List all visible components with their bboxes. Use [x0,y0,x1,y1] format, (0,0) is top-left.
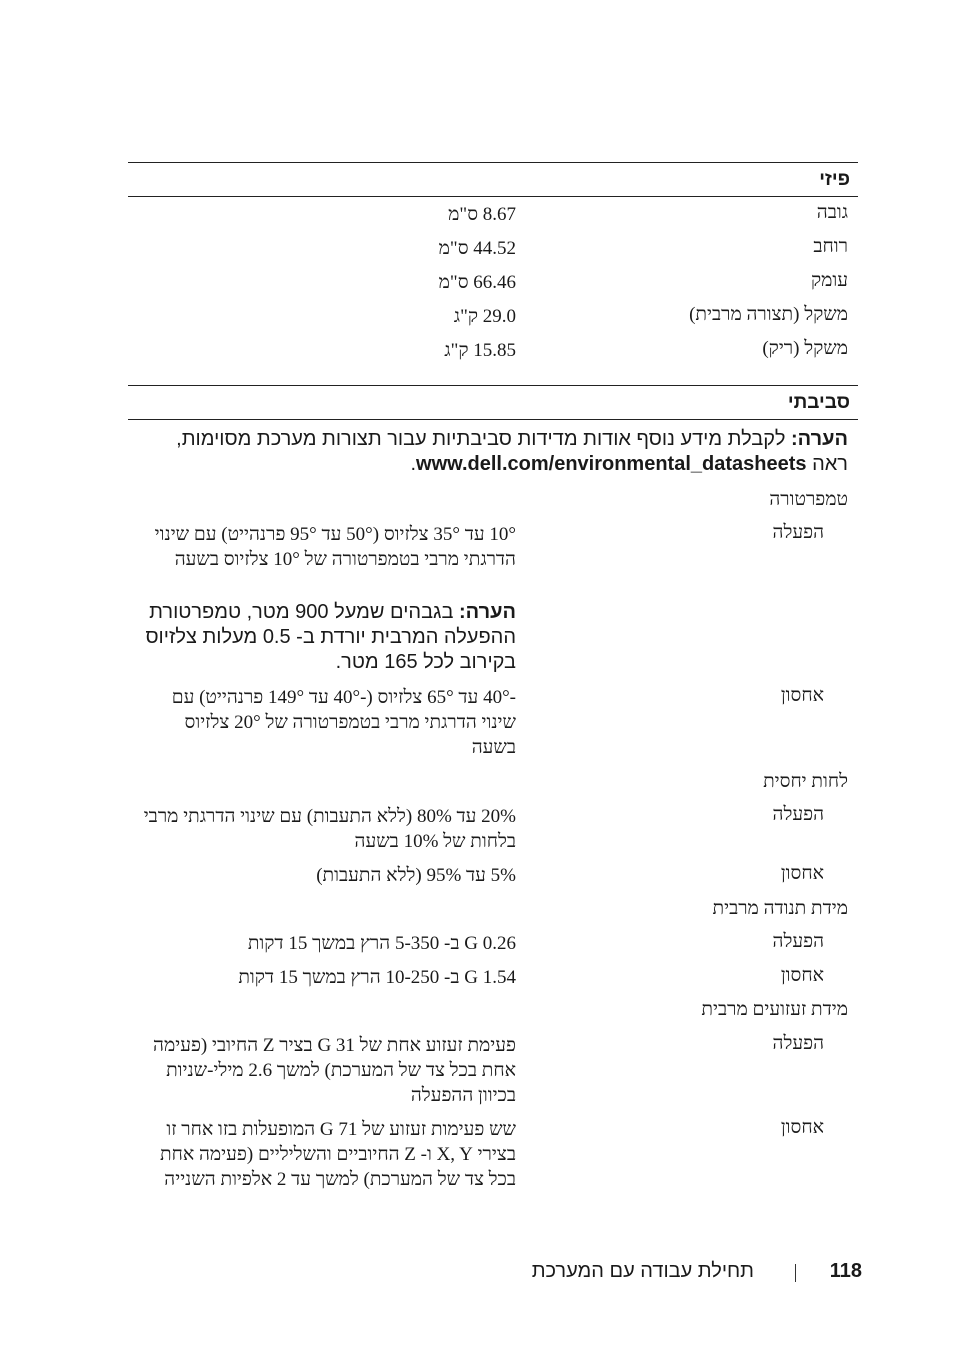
spec-value: 29.0 ק"ג [453,306,516,327]
shock-storage-value: שש פעימות זעזוע של 71 G המופעלות בזו אחר זו בצירי X, Y ו- Z החיוביים והשליליים (פעימה אחת בכל צד של המערכת) למשך עד 2 אלפיות השנייה [160,1119,516,1190]
page-number: 118 [829,1260,862,1282]
operating-label: הפעלה [772,931,824,952]
footer-divider [795,1264,796,1282]
vibration-storage-value: 1.54 G ב- 10-250 הרץ במשך 15 דקות [238,967,516,988]
spec-label: משקל (ריק) [762,338,848,359]
altitude-note-text: בגבהים שמעל 900 מטר, טמפרטורת ההפעלה המרבית יורדת ב- 0.5 מעלות צלזיוס בקירוב לכל 165 מטר. [145,601,516,673]
spec-value: 66.46 ס"מ [438,272,516,293]
environment-title: סביבתי [787,392,850,413]
storage-label: אחסון [780,685,824,706]
operating-label: הפעלה [772,522,824,543]
operating-label: הפעלה [772,1033,824,1054]
operating-label: הפעלה [772,804,824,825]
note-text: לקבלת מידע נוסף אודות מדידות סביבתיות עבור תצורות מערכת מסוימות, ראה [176,428,848,475]
spec-label: גובה [816,202,848,223]
note-label: הערה: [791,428,848,450]
vibration-operating-value: 0.26 G ב- 5-350 הרץ במשך 15 דקות [247,933,516,954]
spec-label: רוחב [813,236,848,257]
altitude-note-label: הערה: [459,601,516,623]
temperature-storage-value: -40° עד 65° צלזיוס (-40° עד 149° פרנהייט) עם שינוי הדרגתי מרבי בטמפרטורה של 20° צלזיוס בשעה [171,687,516,758]
storage-label: אחסון [780,863,824,884]
spec-value: 44.52 ס"מ [438,238,516,259]
shock-heading: מידת זעזועים מרבית [701,999,848,1020]
storage-label: אחסון [780,965,824,986]
chapter-title: תחילת עבודה עם המערכת [531,1260,754,1282]
physical-section [128,162,858,372]
physical-header [128,162,858,197]
environment-section [128,385,858,1225]
humidity-storage-value: 5% עד 95% (ללא התעבות) [316,865,516,886]
note-link[interactable]: www.dell.com/environmental_datasheets [416,453,807,475]
physical-title: פיזי [819,169,850,190]
temperature-heading: טמפרטורה [769,489,848,510]
note-end: . [410,453,417,475]
spec-label: משקל (תצורה מרבית) [689,304,848,325]
spec-label: עומק [810,270,848,291]
temperature-operating-value: 10° עד 35° צלזיוס (50° עד 95° פרנהייט) עם שינוי הדרגתי מרבי בטמפרטורה של 10° צלזיוס בשעה [154,524,516,570]
spec-value: 15.85 ק"ג [444,340,516,361]
vibration-heading: מידת תנודה מרבית [712,898,848,919]
environment-header [128,385,858,420]
humidity-operating-value: 20% עד 80% (ללא התעבות) עם שינוי הדרגתי מרבי בלחות של 10% בשעה [143,806,516,852]
spec-value: 8.67 ס"מ [448,204,516,225]
storage-label: אחסון [780,1117,824,1138]
shock-operating-value: פעימת זעזוע אחת של 31 G בציר Z החיובי (פעימה אחת בכל צד של המערכת) למשך 2.6 מילי-שניות בכיוון ההפעלה [153,1035,516,1106]
altitude-note [136,600,516,675]
environment-note [148,427,848,477]
humidity-heading: לחות יחסית [763,771,848,792]
